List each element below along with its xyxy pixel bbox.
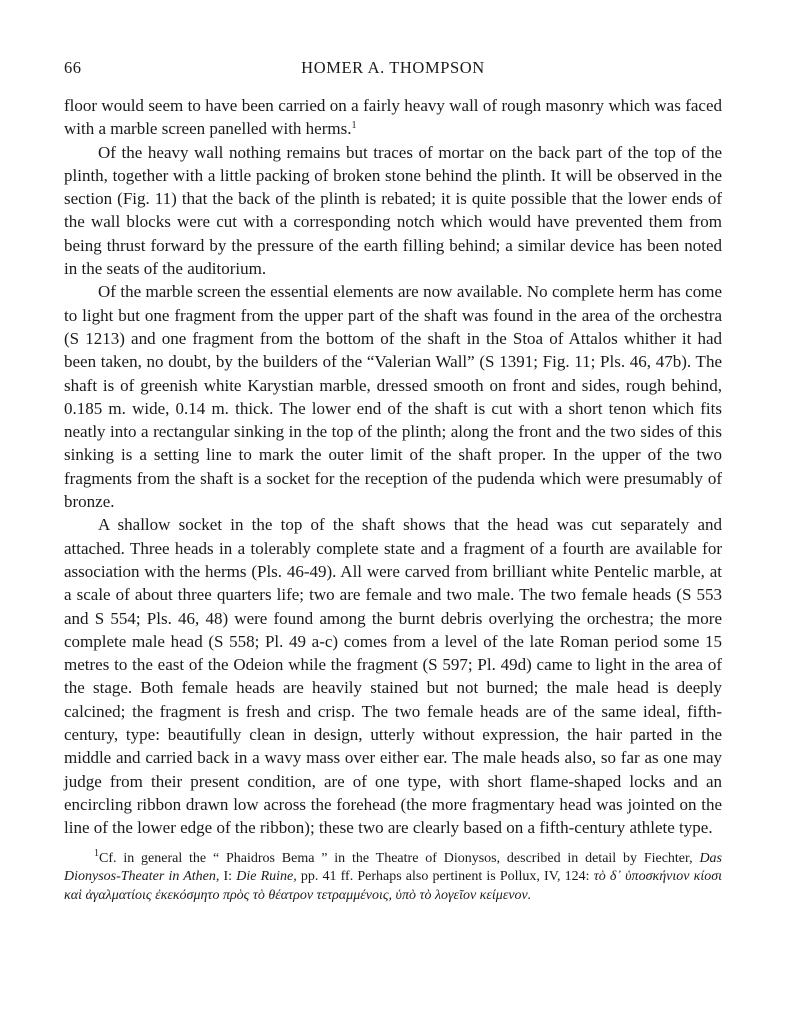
paragraph-1: [64, 94, 722, 141]
footnote-marker: 1: [94, 847, 99, 859]
paragraph-2: Of the heavy wall nothing remains but traces of mortar on the back part of the top of the plinth, together with a little packing of broken stone behind the plinth. It will be observed in the section (Fig. 11) that the back of the plinth is rebated; it is quite possible that the lower ends of the wall blocks were cut with a corresponding notch which would have prevented them from being thrust forward by the pressure of the earth filling behind; a similar device has been noted in the seats of the auditorium.: [64, 142, 722, 279]
footnote-text: I:: [219, 869, 237, 884]
paragraph-3: Of the marble screen the essential elements are now available. No complete herm has come to light but one fragment from the upper part of the shaft was found in the area of the orchestra (S 1213) and one fragment from the bottom of the shaft in the Stoa of Attalos whither it had been taken, no doubt, by the builders of the “Valerian Wall” (S 1391; Fig. 11; Pls. 46, 47b). The shaft is of greenish white Karystian marble, dressed smooth on front and sides, rough behind, 0.185 m. wide, 0.14 m. thick. The lower end of the shaft is cut with a short tenon which fits neatly into a rectangular sinking in the top of the plinth; along the front and the two sides of this sinking is a setting line to mark the outer limit of the shaft proper. In the upper of the two fragments from the shaft is a socket for the reception of the pudenda which were presumably of bronze.: [64, 282, 722, 512]
footnote-greek-quotation: τὸ δ᾽ ὑποσκήνιον κίοσι καὶ ἀγαλματίοις ἐκεκόσμητο πρὸς τὸ θέατρον τετραμμένοις, ὑπὸ τὸ λογεῖον κείμενον.: [64, 869, 722, 903]
footnote-title-1: Das Dionysos-Theater in Athen,: [64, 850, 722, 884]
footnote-title-2: Die Ruine,: [236, 869, 297, 884]
footnote-reference[interactable]: 1: [351, 120, 357, 132]
body-text: [64, 94, 722, 840]
footnote-text: pp. 41 ff. Perhaps also pertinent is Pollux, IV, 124:: [296, 869, 594, 884]
footnote-text: Cf. in general the “ Phaidros Bema ” in the Theatre of Dionysos, described in detail by Fiechter,: [99, 850, 700, 866]
running-head: HOMER A. THOMPSON: [301, 58, 485, 77]
paragraph-4: A shallow socket in the top of the shaft shows that the head was cut separately and attached. Three heads in a tolerably complete state and a fragment of a fourth are available for association with the herms (Pls. 46-49). All were carved from brilliant white Pentelic marble, at a scale of about three quarters life; two are female and two male. The two female heads (S 553 and S 554; Pls. 46, 48) were found among the burnt debris overlying the orchestra; the more complete male head (S 558; Pl. 49 a-c) comes from a level of the late Roman period some 15 metres to the east of the Odeion while the fragment (S 597; Pl. 49d) came to light in the area of the stage. Both female heads are heavily stained but not burned; the male head is deeply calcined; the fragment is fresh and crisp. The two female heads are of the same ideal, fifth-century, type: beautifully clean in design, utterly without expression, the hair parted in the middle and carried back in a wavy mass over either ear. The male heads also, so far as one may judge from their present condition, are of one type, with short flame-shaped locks and an encircling ribbon drawn low across the forehead (the more fragmentary head was jointed on the line of the lower edge of the ribbon); these two are clearly based on a fifth-century athlete type.: [64, 515, 722, 838]
footnote: [64, 847, 722, 906]
page-header: [64, 58, 722, 84]
paragraph-text: floor would seem to have been carried on a fairly heavy wall of rough masonry which was faced with a marble screen panelled with herms.: [64, 96, 722, 139]
page-number: 66: [64, 58, 82, 77]
page: [64, 58, 722, 905]
